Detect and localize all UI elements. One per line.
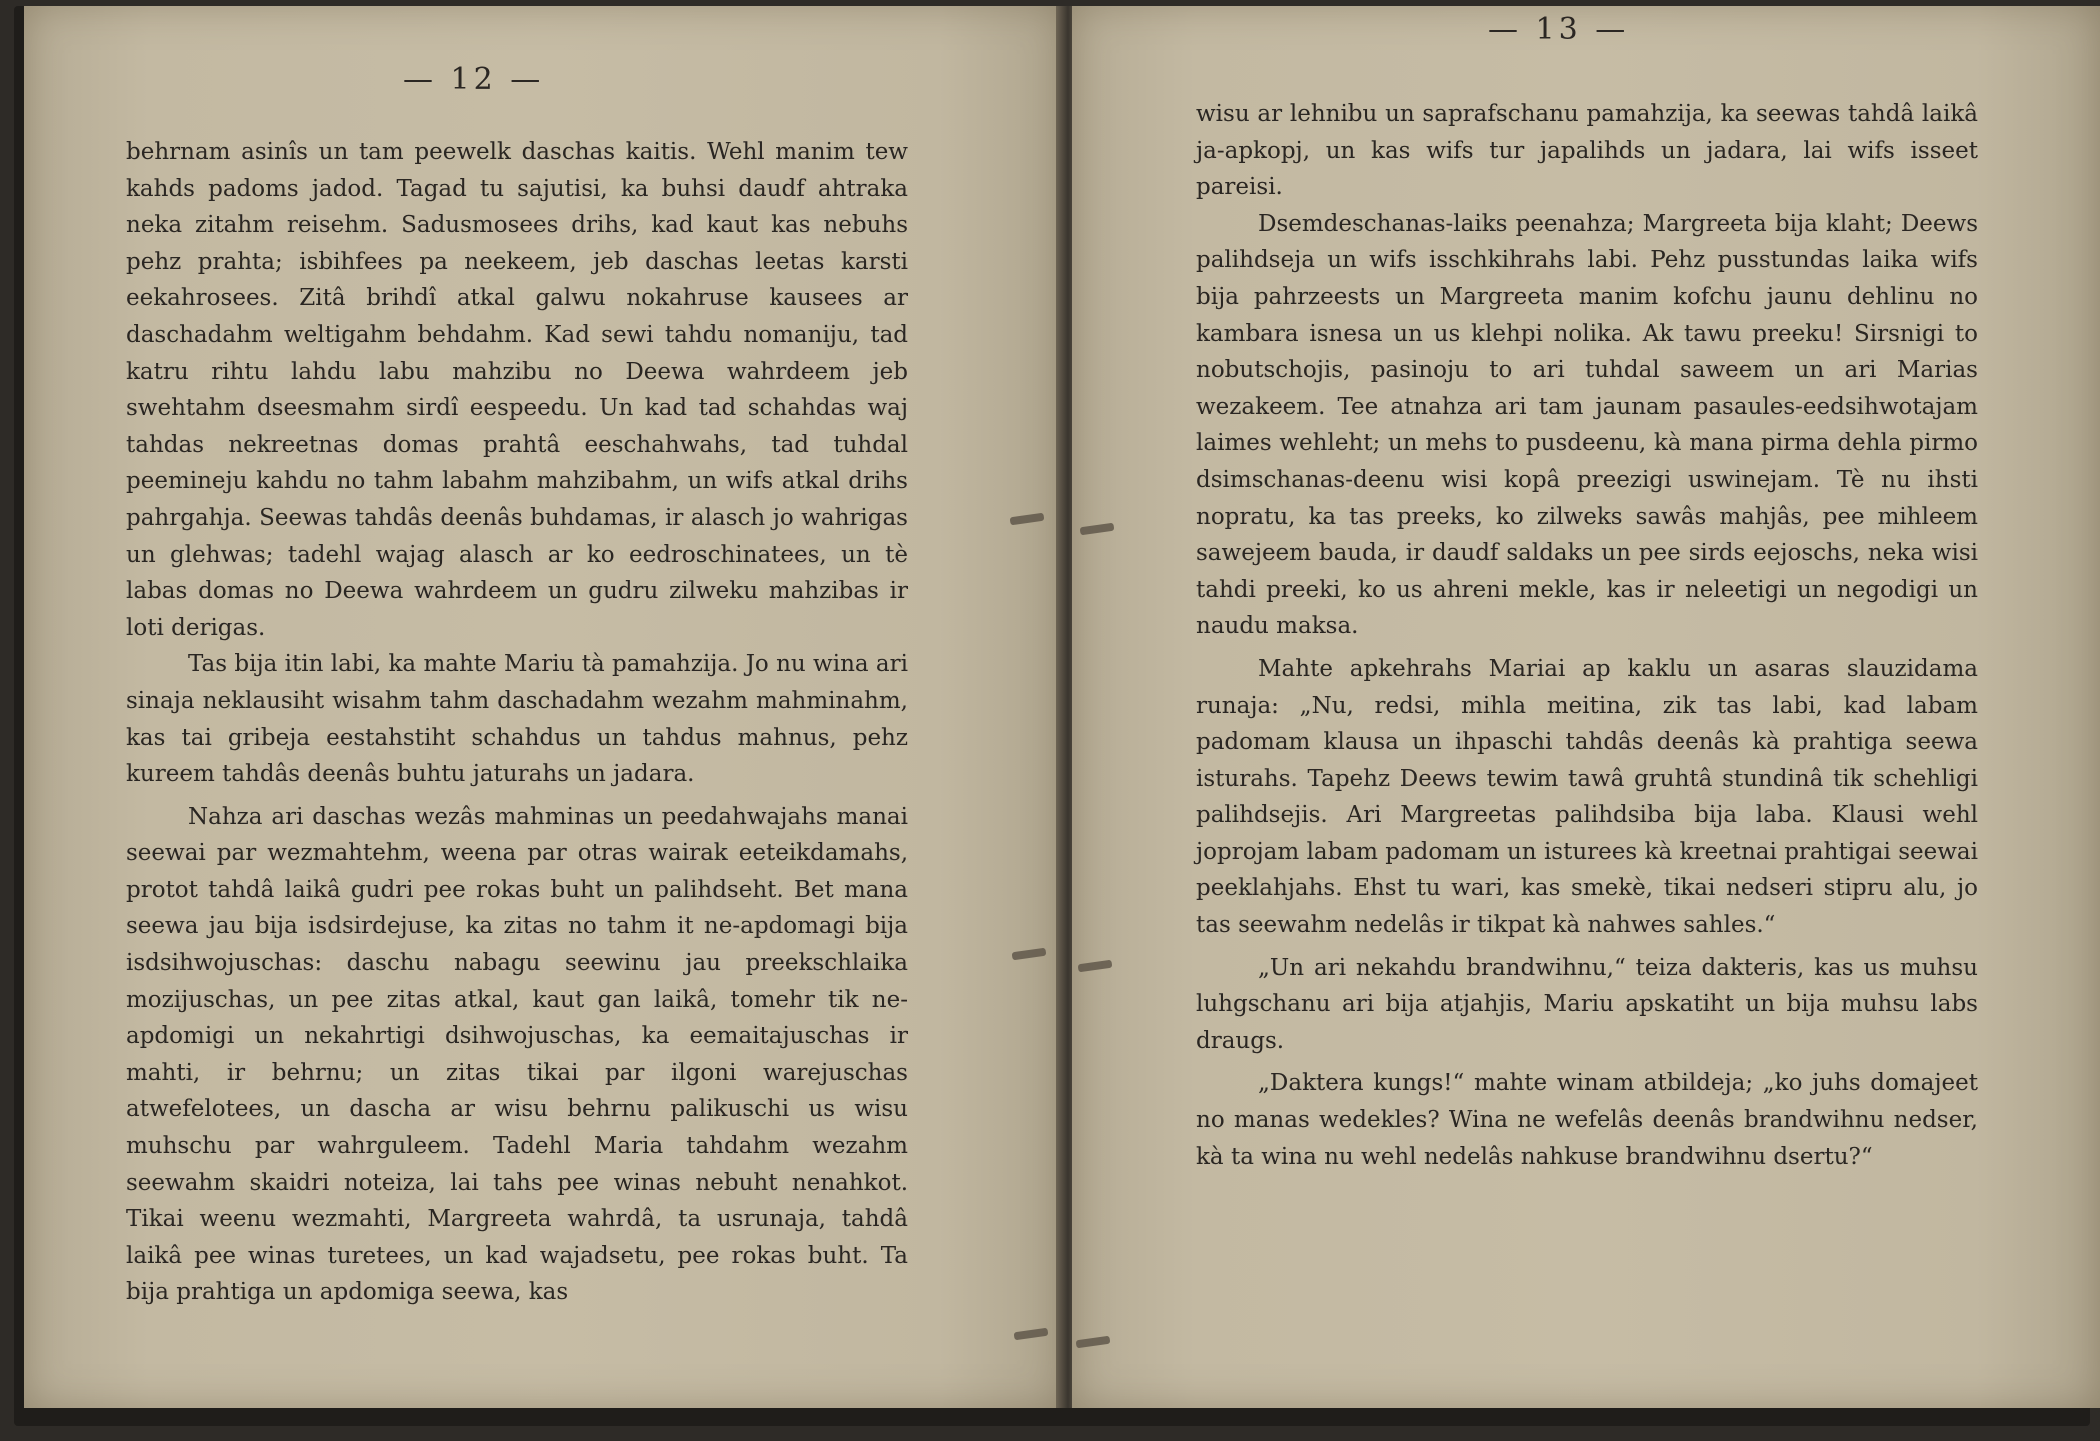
paragraph: „Daktera kungs!“ mahte winam atbildeja; „ko juhs domajeet no manas wedekles? Wina ne wefelâs deenâs brandwihnu nedser, kà ta wina nu wehl nedelâs nahkuse brandwihnu dsertu?“ — [1196, 1070, 1978, 1170]
paragraph: „Un ari nekahdu brandwihnu,“ teiza dakteris, kas us muhsu luhgschanu ari bija atjahjis, Mariu apskatiht un bija muhsu labs draugs. — [1196, 954, 1978, 1054]
paragraph: wisu ar lehnibu un saprafschanu pamahzija, ka seewas tahdâ laikâ ja-apkopj, un kas wifs tur japalihds un jadara, lai wifs isseet pareisi. — [1196, 101, 1978, 201]
paragraph: behrnam asinîs un tam peewelk daschas kaitis. Wehl manim tew kahds padoms jadod. Tagad tu sajutisi, ka buhsi daudf ahtraka neka zitahm reisehm. Sadusmosees drihs, kad kaut kas nebuhs pehz prahta; isbihfees pa neekeem, jeb daschas leetas karsti eekahrosees. Zitâ brihdî atkal galwu nokahruse kausees ar daschadahm weltigahm behdahm. Kad sewi tahdu nomaniju, tad katru rihtu lahdu labu mahzibu no Deewa wahrdeem jeb swehtahm dseesmahm sirdî eespeedu. Un kad tad schahdas waj tahdas nekreetnas domas prahtâ eeschahwahs, tad tuhdal peemineju kahdu no tahm labahm mahzibahm, un wifs atkal drihs pahrgahja. Seewas tahdâs deenâs buhdamas, ir alasch jo wahrigas un glehwas; tadehl wajag alasch ar ko eedroschinatees, un tè labas domas no Deewa wahrdeem un gudru zilweku mahzibas ir loti derigas. — [126, 139, 908, 641]
left-page-text — [126, 134, 908, 1311]
paragraph: Mahte apkehrahs Mariai ap kaklu un asaras slauzidama runaja: „Nu, redsi, mihla meitina, zik tas labi, kad labam padomam klausa un ihpaschi tahdâs deenâs kà prahtiga seewa isturahs. Tapehz Deews tewim tawâ gruhtâ stundinâ tik schehligi palihdsejis. Ari Margreetas palihdsiba bija laba. Klausi wehl joprojam labam padomam un isturees kà kreetnai prahtigai seewai peeklahjahs. Ehst tu wari, kas smekè, tikai nedseri stipru alu, jo tas seewahm nedelâs ir tikpat kà nahwes sahles.“ — [1196, 655, 1978, 939]
page-number-left: — 12 — — [403, 62, 545, 97]
paragraph: Nahza ari daschas wezâs mahminas un peedahwajahs manai seewai par wezmahtehm, weena par otras wairak eeteikdamahs, protot tahdâ laikâ gudri pee rokas buht un palihdseht. Bet mana seewa jau bija isdsirdejuse, ka zitas no tahm it ne-apdomagi bija isdsihwojuschas: daschu nabagu seewinu jau preekschlaika mozijuschas, un pee zitas atkal, kaut gan laikâ, tomehr tik ne-apdomigi un nekahrtigi dsihwojuschas, ka eemaitajuschas ir mahti, ir behrnu; un zitas tikai par ilgoni warejuschas atwefelotees, un dascha ar wisu behrnu palikuschi us wisu muhschu par wahrguleem. Tadehl Maria tahdahm wezahm seewahm skaidri noteiza, lai tahs pee winas nebuht nenahkot. Tikai weenu wezmahti, Margreeta wahrdâ, ta usrunaja, tahdâ laikâ pee winas turetees, un kad wajadsetu, pee rokas buht. Ta bija prahtiga un apdomiga seewa, kas — [126, 803, 908, 1306]
paragraph: Tas bija itin labi, ka mahte Mariu tà pamahzija. Jo nu wina ari sinaja neklausiht wisahm tahm daschadahm wezahm mahminahm, kas tai gribeja eestahstiht schahdus un tahdus mahnus, pehz kureem tahdâs deenâs buhtu jaturahs un jadara. — [126, 651, 908, 788]
page-number-right: — 13 — — [1488, 12, 1630, 47]
paragraph: Dsemdeschanas-laiks peenahza; Margreeta bija klaht; Deews palihdseja un wifs isschkihrahs labi. Pehz pusstundas laika wifs bija pahrzeests un Margreeta manim kofchu jaunu dehlinu no kambara isnesa un us klehpi nolika. Ak tawu preeku! Sirsnigi to nobutschojis, pasinoju to ari tuhdal saweem un ari Marias wezakeem. Tee atnahza ari tam jaunam pasaules-eedsihwotajam laimes wehleht; un mehs to pusdeenu, kà mana pirma dehla pirmo dsimschanas-deenu wisi kopâ preezigi uswinejam. Tè nu ihsti nopratu, ka tas preeks, ko zilweks sawâs mahjâs, pee mihleem sawejeem bauda, ir daudf saldaks un pee sirds eejoschs, neka wisi tahdi preeki, ko us ahreni mekle, kas ir neleetigi un negodigi un naudu maksa. — [1196, 210, 1978, 640]
right-page-text — [1196, 96, 1978, 1175]
